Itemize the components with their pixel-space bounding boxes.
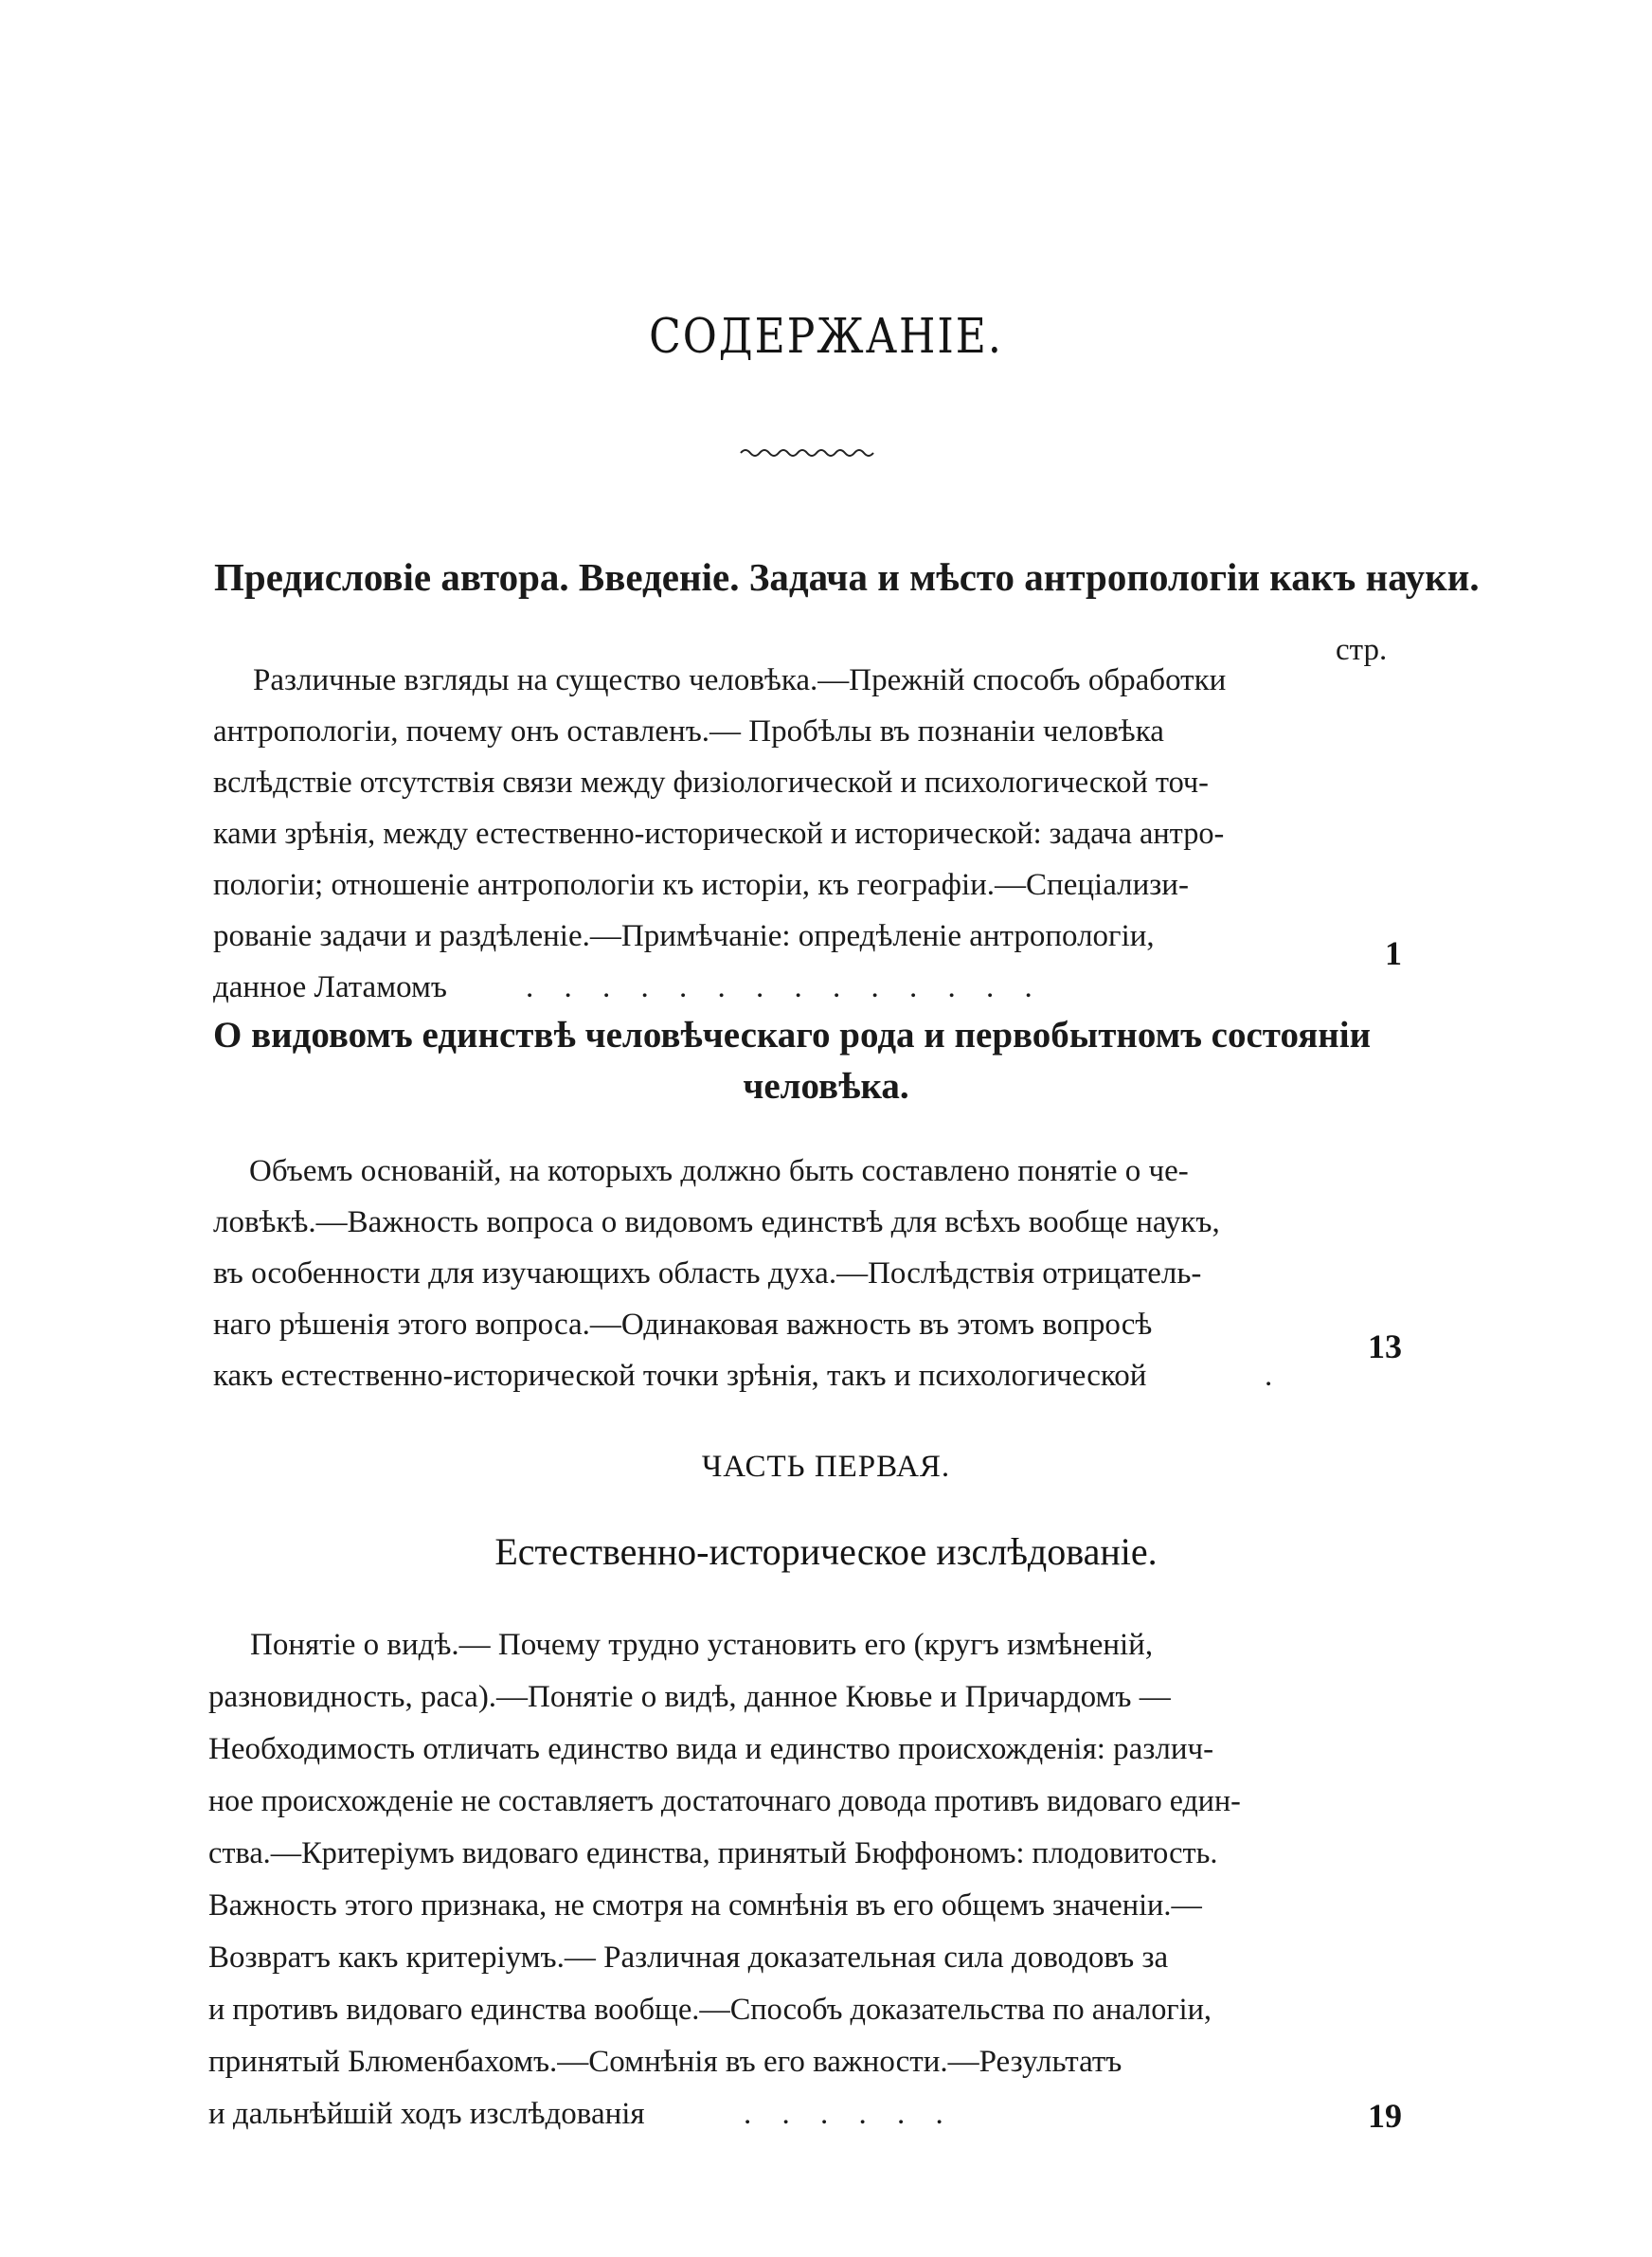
part-subtitle: Естественно-историческое изслѣдованіе. <box>494 1530 1158 1573</box>
part-line: принятый Блюменбахомъ.—Сомнѣнія въ его важности.—Результатъ <box>208 2045 1122 2079</box>
ornament-wave-icon <box>739 443 881 462</box>
page-label: стр. <box>1336 633 1388 667</box>
section-2-line: Объемъ основаній, на которыхъ должно быть составлено понятіе о че- <box>249 1154 1189 1188</box>
page-column-label <box>1336 633 1387 668</box>
section-2-heading-line: человѣка. <box>743 1066 909 1107</box>
section-1-page-number: 1 <box>1385 934 1402 972</box>
part-line: ное происхожденіе не составляетъ достаточнаго довода противъ видоваго един- <box>208 1784 1241 1818</box>
section-1-line: рованіе задачи и раздѣленіе.—Примѣчаніе: опредѣленіе антропологіи, <box>213 919 1155 953</box>
part-line: и противъ видоваго единства вообще.—Способъ доказательства по аналогіи, <box>208 1993 1212 2027</box>
section-2-heading <box>213 1014 1371 1056</box>
section-1-line: ками зрѣнія, между естественно-исторической и исторической: задача антро- <box>213 817 1225 851</box>
section-1-heading-line: Предисловіе автора. Введеніе. Задача и мѣсто антропологіи какъ науки. <box>214 555 1480 599</box>
section-2-line: какъ естественно-исторической точки зрѣнія, такъ и психологической <box>213 1359 1147 1393</box>
part-line: Возвратъ какъ критеріумъ.— Различная доказательная сила доводовъ за <box>208 1941 1169 1975</box>
part-label: ЧАСТЬ ПЕРВАЯ. <box>701 1450 951 1484</box>
section-1-leader: . . . . . . . . . . . . . . <box>526 970 1044 1004</box>
section-1-heading <box>214 554 1480 600</box>
section-2-heading-cont <box>0 1065 1652 1108</box>
part-line: Важность этого признака, не смотря на сомнѣнія въ его общемъ значеніи.— <box>208 1888 1202 1923</box>
part-line: Необходимость отличать единство вида и единство происхожденія: различ- <box>208 1732 1214 1766</box>
part-leader: . . . . . . <box>744 2097 955 2131</box>
part-line: Понятіе о видѣ.— Почему трудно установить его (кругъ измѣненій, <box>250 1628 1154 1662</box>
page-title: СОДЕРЖАНІЕ. <box>649 309 1003 365</box>
section-1-line: вслѣдствіе отсутствія связи между физіологической и психологической точ- <box>213 766 1209 800</box>
part-line: и дальнѣйшій ходъ изслѣдованія <box>208 2097 645 2131</box>
section-2-line: ловѣкѣ.—Важность вопроса о видовомъ единствѣ для всѣхъ вообще наукъ, <box>213 1205 1220 1239</box>
section-2-leader: . <box>1265 1359 1273 1393</box>
section-2-heading-line: О видовомъ единствѣ человѣческаго рода и первобытномъ состояніи <box>213 1015 1372 1056</box>
section-1-line: пологіи; отношеніе антропологіи къ исторіи, къ географіи.—Спеціализи- <box>213 868 1189 902</box>
section-1-line: данное Латамомъ <box>213 970 447 1004</box>
section-2-line: наго рѣшенія этого вопроса.—Одинаковая важность въ этомъ вопросѣ <box>213 1308 1153 1342</box>
part-line: ства.—Критеріумъ видоваго единства, принятый Бюффономъ: плодовитость. <box>208 1836 1218 1870</box>
section-2-line: въ особенности для изучающихъ область духа.—Послѣдствія отрицатель- <box>213 1256 1202 1291</box>
part-line: разновидность, раса).—Понятіе о видѣ, данное Кювье и Причардомъ — <box>208 1680 1171 1714</box>
section-1-line: антропологіи, почему онъ оставленъ.— Пробѣлы въ познаніи человѣка <box>213 714 1164 749</box>
section-2-page-number: 13 <box>1368 1327 1402 1365</box>
section-1-line: Различные взгляды на существо человѣка.—Прежній способъ обработки <box>253 663 1227 697</box>
part-page-number: 19 <box>1368 2097 1402 2135</box>
